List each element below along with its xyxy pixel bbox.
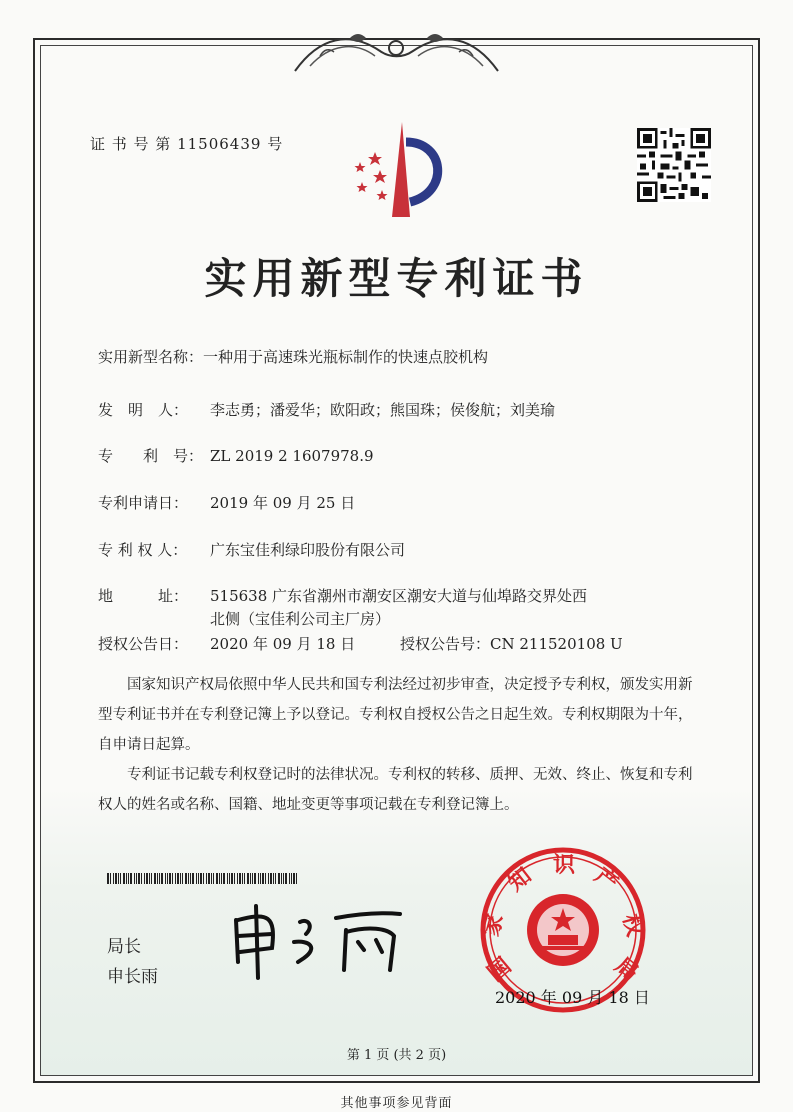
signatory-role: 局长 bbox=[107, 937, 141, 957]
top-ornament-icon bbox=[290, 26, 503, 76]
statement-paragraph-1: 国家知识产权局依照中华人民共和国专利法经过初步审查，决定授予专利权，颁发实用新型专利证书并在专利登记簿上予以登记。专利权自授权公告之日起生效。专利权期限为十年，自申请日起算。 bbox=[98, 677, 693, 753]
seal-char-5: 产 bbox=[589, 863, 623, 897]
signatory-name: 申长雨 bbox=[107, 967, 158, 987]
inventor-label: 发 明 人： bbox=[98, 401, 189, 419]
seal-char-4: 识 bbox=[552, 853, 576, 878]
seal-char-7: 局 bbox=[609, 953, 643, 987]
seal-char-2: 家 bbox=[478, 911, 509, 940]
patent-number-value: ZL 2019 2 1607978.9 bbox=[210, 447, 374, 465]
address-row bbox=[98, 585, 587, 606]
filing-date-value: 2019 年 09 月 25 日 bbox=[210, 494, 356, 512]
grant-date-label: 授权公告日： bbox=[98, 635, 189, 653]
address-line-1: 515638 广东省潮州市潮安区潮安大道与仙埠路交界处西 bbox=[210, 587, 588, 605]
inventor-row bbox=[98, 399, 555, 420]
grant-number-value: CN 211520108 U bbox=[490, 635, 623, 653]
patent-office-logo-icon bbox=[340, 122, 460, 222]
utility-model-name-value: 一种用于高速珠光瓶标制作的快速点胶机构 bbox=[203, 348, 489, 366]
handwritten-signature-icon bbox=[228, 900, 408, 980]
grant-number-row bbox=[400, 633, 623, 654]
legal-statement bbox=[98, 670, 698, 820]
certificate-number: 证 书 号 第 11506439 号 bbox=[90, 135, 284, 153]
utility-model-name-label: 实用新型名称： bbox=[98, 348, 204, 366]
qr-code-icon bbox=[637, 128, 711, 202]
address-label: 地 址： bbox=[98, 587, 189, 605]
certificate-title: 实用新型专利证书 bbox=[204, 254, 589, 303]
patent-number-label: 专 利 号： bbox=[98, 447, 204, 465]
page-number: 第 1 页 (共 2 页) bbox=[346, 1048, 447, 1063]
patentee-label: 专 利 权 人： bbox=[98, 541, 188, 559]
filing-date-row bbox=[98, 492, 355, 513]
barcode-icon bbox=[107, 873, 299, 884]
address-line-2: 北侧（宝佳利公司主厂房） bbox=[210, 610, 391, 628]
patentee-row bbox=[98, 539, 405, 560]
seal-date: 2020 年 09 月 18 日 bbox=[495, 988, 650, 1007]
seal-char-1: 国 bbox=[483, 953, 517, 987]
patentee-value: 广东宝佳利绿印股份有限公司 bbox=[210, 541, 406, 559]
inventor-value: 李志勇；潘爱华；欧阳政；熊国珠；侯俊航；刘美瑜 bbox=[210, 401, 556, 419]
patent-number-row bbox=[98, 445, 374, 466]
grant-date-value: 2020 年 09 月 18 日 bbox=[210, 635, 356, 653]
grant-date-row bbox=[98, 633, 355, 654]
seal-char-6: 权 bbox=[617, 911, 648, 940]
seal-char-3: 知 bbox=[503, 863, 537, 897]
statement-paragraph-2: 专利证书记载专利权登记时的法律状况。专利权的转移、质押、无效、终止、恢复和专利权人的姓名或名称、国籍、地址变更等事项记载在专利登记簿上。 bbox=[98, 767, 693, 813]
footer-note: 其他事项参见背面 bbox=[340, 1096, 453, 1111]
utility-model-name-row bbox=[98, 346, 488, 367]
filing-date-label: 专利申请日： bbox=[98, 494, 189, 512]
grant-number-label: 授权公告号： bbox=[400, 635, 491, 653]
